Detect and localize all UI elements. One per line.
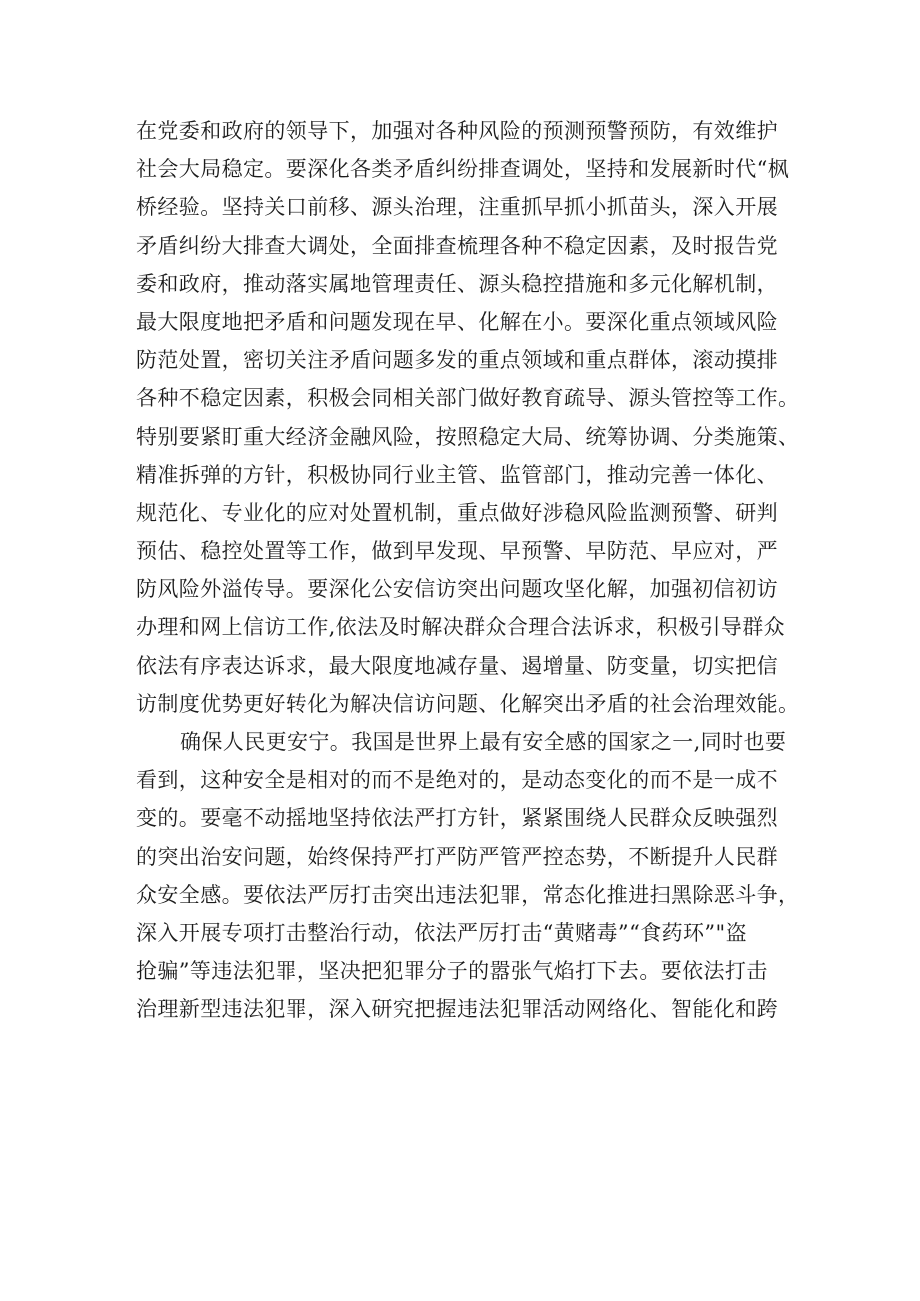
text-line: 规范化、专业化的应对处置机制，重点做好涉稳风险监测预警、研判 xyxy=(136,500,778,525)
text-line: 预估、稳控处置等工作，做到早发现、早预警、早防范、早应对，严 xyxy=(136,539,778,564)
text-line: 看到，这种安全是相对的而不是绝对的，是动态变化的而不是一成不 xyxy=(136,768,778,793)
text-line: 特别要紧盯重大经济金融风险，按照稳定大局、统筹协调、分类施策、 xyxy=(136,424,800,449)
text-line: 变的。要毫不动摇地坚持依法严打方针，紧紧围绕人民群众反映强烈 xyxy=(136,806,778,831)
text-line: 各种不稳定因素，积极会同相关部门做好教育疏导、源头管控等工作。 xyxy=(136,386,800,411)
text-line: 深入开展专项打击整治行动，依法严厉打击“黄赌毒”“食药环”"盗 xyxy=(136,920,747,945)
text-line: 依法有序表达诉求，最大限度地减存量、遏增量、防变量，切实把信 xyxy=(136,653,778,678)
text-line: 最大限度地把矛盾和问题发现在早、化解在小。要深化重点领域风险 xyxy=(136,309,778,334)
text-line: 桥经验。坚持关口前移、源头治理，注重抓早抓小抓苗头，深入开展 xyxy=(136,195,778,220)
text-line: 防风险外溢传导。要深化公安信访突出问题攻坚化解，加强初信初访 xyxy=(136,577,778,602)
text-line: 矛盾纠纷大排查大调处，全面排查梳理各种不稳定因素，及时报告党 xyxy=(136,233,778,258)
text-line: 委和政府，推动落实属地管理责任、源头稳控措施和多元化解机制， xyxy=(136,271,778,296)
text-line: 的突出治安问题，始终保持严打严防严管严控态势，不断提升人民群 xyxy=(136,844,778,869)
text-line: 在党委和政府的领导下，加强对各种风险的预测预警预防，有效维护 xyxy=(136,119,778,143)
paragraph-start-line: 确保人民更安宁。我国是世界上最有安全感的国家之一,同时也要 xyxy=(180,730,787,754)
text-line: 访制度优势更好转化为解决信访问题、化解突出矛盾的社会治理效能。 xyxy=(136,691,800,716)
text-line: 抢骗”等违法犯罪，坚决把犯罪分子的嚣张气焰打下去。要依法打击 xyxy=(136,959,768,984)
body-text xyxy=(136,112,816,1029)
text-line: 治理新型违法犯罪，深入研究把握违法犯罪活动网络化、智能化和跨 xyxy=(136,997,778,1022)
text-line: 防范处置，密切关注矛盾问题多发的重点领域和重点群体，滚动摸排 xyxy=(136,348,778,373)
text-line: 众安全感。要依法严厉打击突出违法犯罪，常态化推进扫黑除恶斗争， xyxy=(136,882,800,907)
text-line: 办理和网上信访工作,依法及时解决群众合理合法诉求，积极引导群众 xyxy=(136,615,786,640)
text-line: 精准拆弹的方针，积极协同行业主管、监管部门，推动完善一体化、 xyxy=(136,462,778,487)
text-line: 社会大局稳定。要深化各类矛盾纠纷排查调处，坚持和发展新时代“枫 xyxy=(136,157,790,182)
